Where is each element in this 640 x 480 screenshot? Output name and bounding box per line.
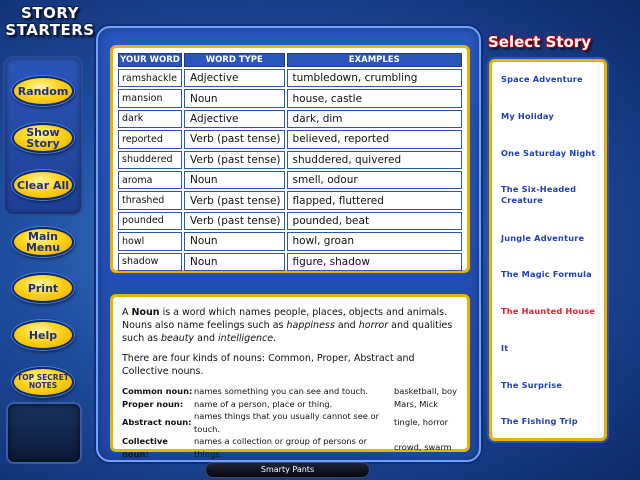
word-type-cell: Verb (past tense): [184, 130, 285, 148]
main-menu-button[interactable]: [12, 227, 74, 257]
word-type-cell: Noun: [184, 89, 285, 107]
list-item: Abstract noun: names things that you usually cannot see or touch. tingle, horror: [122, 411, 449, 434]
noun-kinds-table: [122, 385, 458, 460]
table-row[interactable]: [118, 191, 462, 209]
story-item-surprise[interactable]: The Surprise: [501, 380, 563, 390]
show-story-button-label: Show Story: [26, 126, 60, 150]
word-table-header: [118, 53, 462, 67]
table-row[interactable]: [118, 171, 462, 189]
top-secret-notes-button[interactable]: [12, 367, 74, 397]
list-item: Common noun: names something you can see and touch. basketball, boy: [122, 386, 458, 396]
word-type-cell: Noun: [184, 171, 285, 189]
word-type-cell: Adjective: [184, 69, 285, 87]
examples-cell: smell, odour: [287, 171, 462, 189]
story-item-space-adventure[interactable]: Space Adventure: [501, 74, 583, 84]
help-button[interactable]: [12, 320, 74, 350]
word-table-box: [110, 45, 470, 273]
table-row[interactable]: [118, 130, 462, 148]
table-row[interactable]: [118, 212, 462, 230]
print-button[interactable]: [12, 273, 74, 303]
examples-cell: flapped, fluttered: [287, 191, 462, 209]
column-header-word-type: WORD TYPE: [184, 53, 285, 67]
column-header-examples: EXAMPLES: [287, 53, 462, 67]
your-word-cell[interactable]: reported: [118, 130, 182, 148]
clear-all-button-label: Clear All: [16, 178, 70, 192]
select-story-title: Select Story: [488, 33, 592, 51]
story-item-haunted-house[interactable]: The Haunted House: [501, 306, 596, 316]
clear-all-button[interactable]: [12, 170, 74, 200]
logo-line-2: STARTERS: [5, 21, 95, 39]
story-item-it[interactable]: It: [501, 343, 509, 353]
table-row[interactable]: [118, 89, 462, 107]
random-button[interactable]: [12, 76, 74, 106]
print-button-label: Print: [27, 281, 59, 295]
table-row[interactable]: [118, 110, 462, 128]
examples-cell: howl, groan: [287, 232, 462, 250]
story-item-one-saturday-night[interactable]: One Saturday Night: [501, 148, 596, 158]
your-word-cell[interactable]: aroma: [118, 171, 182, 189]
word-type-cell: Noun: [184, 232, 285, 250]
preview-box: [6, 402, 82, 464]
show-story-button[interactable]: [12, 123, 74, 153]
examples-cell: house, castle: [287, 89, 462, 107]
your-word-cell[interactable]: howl: [118, 232, 182, 250]
word-table: [116, 51, 464, 273]
table-row[interactable]: [118, 232, 462, 250]
word-type-cell: Verb (past tense): [184, 191, 285, 209]
story-item-fishing-trip[interactable]: The Fishing Trip: [501, 416, 578, 426]
your-word-cell[interactable]: shadow: [118, 253, 182, 271]
logo-line-1: STORY: [21, 4, 79, 22]
your-word-cell[interactable]: mansion: [118, 89, 182, 107]
story-item-my-holiday[interactable]: My Holiday: [501, 111, 554, 121]
table-row[interactable]: [118, 69, 462, 87]
list-item: Proper noun: name of a person, place or thing. Mars, Mick: [122, 398, 439, 409]
main-menu-button-label: Main Menu: [25, 230, 61, 254]
your-word-cell[interactable]: ramshackle: [118, 69, 182, 87]
table-row[interactable]: [118, 253, 462, 271]
list-item: Collective noun: names a collection or group of persons or things. crowd, swarm: [122, 436, 452, 459]
story-item-six-headed-creature[interactable]: The Six-Headed Creature: [501, 184, 577, 205]
help-button-label: Help: [28, 328, 58, 342]
noun-kinds-intro: There are four kinds of nouns: Common, Proper, Abstract and Collective nouns.: [122, 353, 415, 377]
your-word-cell[interactable]: thrashed: [118, 191, 182, 209]
status-bar: Smarty Pants: [205, 462, 370, 478]
word-type-cell: Verb (past tense): [184, 212, 285, 230]
word-type-cell: Adjective: [184, 110, 285, 128]
examples-cell: tumbledown, crumbling: [287, 69, 462, 87]
story-item-magic-formula[interactable]: The Magic Formula: [501, 269, 592, 279]
top-secret-notes-label: TOP SECRET NOTES: [17, 373, 69, 390]
your-word-cell[interactable]: pounded: [118, 212, 182, 230]
examples-cell: believed, reported: [287, 130, 462, 148]
random-button-label: Random: [17, 84, 69, 98]
your-word-cell[interactable]: dark: [118, 110, 182, 128]
story-item-jungle-adventure[interactable]: Jungle Adventure: [501, 233, 585, 243]
table-row[interactable]: [118, 151, 462, 169]
examples-cell: figure, shadow: [287, 253, 462, 271]
your-word-cell[interactable]: shuddered: [118, 151, 182, 169]
noun-info-box: [110, 294, 470, 459]
examples-cell: dark, dim: [287, 110, 462, 128]
story-list-panel: [489, 59, 607, 441]
app-logo: [0, 0, 100, 44]
column-header-your-word: YOUR WORD: [118, 53, 182, 67]
word-type-cell: Verb (past tense): [184, 151, 285, 169]
word-type-cell: Noun: [184, 253, 285, 271]
noun-definition: A Noun is a word which names people, places, objects and animals. Nouns also name feelings such as happiness and horror and qualities such as beauty and intelligence.: [122, 307, 453, 344]
examples-cell: pounded, beat: [287, 212, 462, 230]
examples-cell: shuddered, quivered: [287, 151, 462, 169]
